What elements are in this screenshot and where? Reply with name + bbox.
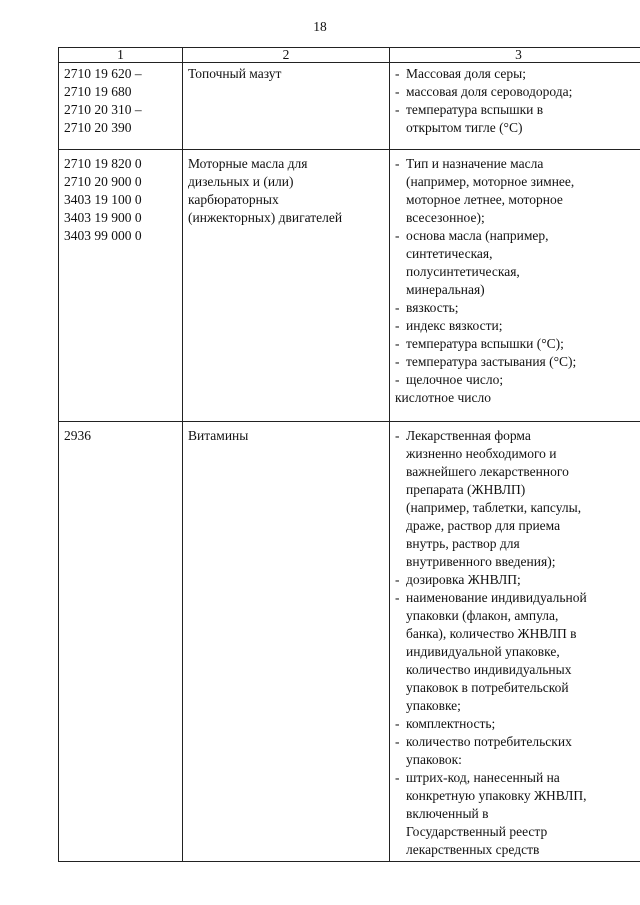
code-line: 3403 99 000 0	[64, 228, 142, 243]
property-line: упаковки (флакон, ампула,	[406, 608, 559, 623]
property-item	[395, 353, 640, 371]
dash-marker: -	[395, 716, 400, 731]
property-item	[395, 571, 640, 589]
code-line: 3403 19 100 0	[64, 192, 142, 207]
property-item	[395, 371, 640, 389]
property-line: температура вспышки в	[406, 102, 544, 117]
code-line: 2710 20 390	[64, 120, 132, 135]
property-line: важнейшего лекарственного	[406, 464, 569, 479]
property-line: вязкость;	[406, 300, 459, 315]
dash-marker: -	[395, 84, 400, 99]
property-item	[395, 715, 640, 733]
property-item	[395, 589, 640, 715]
code-cell	[59, 150, 183, 422]
property-item	[395, 101, 640, 137]
product-name-line: Моторные масла для	[188, 156, 308, 171]
property-first-line	[395, 733, 640, 751]
property-line: основа масла (например,	[406, 228, 549, 243]
column-header-3: 3	[390, 48, 640, 63]
dash-marker: -	[395, 102, 400, 117]
property-item	[395, 65, 640, 83]
property-line: всесезонное);	[406, 210, 485, 225]
dash-marker: -	[395, 428, 400, 443]
page-number: 18	[313, 19, 327, 34]
property-first-line	[395, 353, 640, 371]
property-line: минеральная)	[406, 282, 485, 297]
property-line: дозировка ЖНВЛП;	[406, 572, 521, 587]
property-line: количество индивидуальных	[406, 662, 572, 677]
table-row	[59, 63, 640, 150]
product-name-line: дизельных и (или)	[188, 174, 294, 189]
property-line: индекс вязкости;	[406, 318, 503, 333]
code-cell	[59, 63, 183, 150]
code-line: 2710 20 310 –	[64, 102, 142, 117]
product-name-line: (инжекторных) двигателей	[188, 210, 343, 225]
property-line: упаковке;	[406, 698, 461, 713]
properties-cell	[390, 63, 640, 150]
property-line: банка), количество ЖНВЛП в	[406, 626, 577, 641]
code-line: 2710 19 620 –	[64, 66, 142, 81]
property-first-line	[395, 317, 640, 335]
property-first-line	[395, 299, 640, 317]
property-line: Государственный реестр	[406, 824, 548, 839]
product-name-line: карбюраторных	[188, 192, 279, 207]
property-line: штрих-код, нанесенный на	[406, 770, 560, 785]
properties-cell	[390, 422, 640, 862]
property-first-line	[395, 227, 640, 245]
property-item	[395, 299, 640, 317]
product-name-line: Витамины	[188, 428, 249, 443]
code-line: 2710 19 820 0	[64, 156, 142, 171]
product-name-cell	[183, 422, 390, 862]
code-line: 2710 19 680	[64, 84, 132, 99]
property-line: включенный в	[406, 806, 489, 821]
property-first-line	[395, 571, 640, 589]
property-line: синтетическая,	[406, 246, 493, 261]
property-item	[395, 317, 640, 335]
property-line: упаковок:	[406, 752, 462, 767]
property-line: наименование индивидуальной	[406, 590, 587, 605]
property-item	[395, 155, 640, 227]
property-line: комплектность;	[406, 716, 496, 731]
property-line: (например, моторное зимнее,	[406, 174, 575, 189]
property-line: драже, раствор для приема	[406, 518, 561, 533]
column-header-1: 1	[59, 48, 183, 63]
property-line: Лекарственная форма	[406, 428, 531, 443]
code-line: 2936	[64, 428, 91, 443]
table-row	[59, 150, 640, 422]
property-first-line	[395, 589, 640, 607]
property-line: температура вспышки (°С);	[406, 336, 564, 351]
product-name-cell	[183, 63, 390, 150]
table-header-row	[59, 48, 640, 63]
dash-marker: -	[395, 590, 400, 605]
properties-cell	[390, 150, 640, 422]
property-first-line	[395, 101, 640, 119]
dash-marker: -	[395, 336, 400, 351]
property-item	[395, 227, 640, 299]
dash-marker: -	[395, 372, 400, 387]
property-line: препарата (ЖНВЛП)	[406, 482, 526, 497]
property-item	[395, 335, 640, 353]
property-first-line	[395, 155, 640, 173]
product-name-cell	[183, 150, 390, 422]
dash-marker: -	[395, 572, 400, 587]
dash-marker: -	[395, 228, 400, 243]
property-line: открытом тигле (°С)	[406, 120, 523, 135]
dash-marker: -	[395, 66, 400, 81]
property-item	[395, 389, 640, 407]
property-first-line	[395, 427, 640, 445]
property-line: щелочное число;	[406, 372, 504, 387]
property-line: полусинтетическая,	[406, 264, 520, 279]
dash-marker: -	[395, 734, 400, 749]
property-line: Тип и назначение масла	[406, 156, 544, 171]
property-line: кислотное число	[395, 390, 491, 405]
property-line: моторное летнее, моторное	[406, 192, 563, 207]
column-header-2: 2	[183, 48, 390, 63]
property-line: внутривенного введения);	[406, 554, 556, 569]
code-cell	[59, 422, 183, 862]
dash-marker: -	[395, 770, 400, 785]
property-line: температура застывания (°С);	[406, 354, 577, 369]
dash-marker: -	[395, 354, 400, 369]
property-item	[395, 83, 640, 101]
goods-table	[58, 47, 640, 862]
property-line: жизненно необходимого и	[406, 446, 557, 461]
property-line: Массовая доля серы;	[406, 66, 526, 81]
property-line: массовая доля сероводорода;	[406, 84, 573, 99]
property-first-line	[395, 335, 640, 353]
property-first-line	[395, 65, 640, 83]
property-line: конкретную упаковку ЖНВЛП,	[406, 788, 587, 803]
code-line: 3403 19 900 0	[64, 210, 142, 225]
property-item	[395, 769, 640, 859]
product-name-line: Топочный мазут	[188, 66, 282, 81]
property-line: (например, таблетки, капсулы,	[406, 500, 582, 515]
property-line: количество потребительских	[406, 734, 572, 749]
property-line: лекарственных средств	[406, 842, 540, 857]
property-line: индивидуальной упаковке,	[406, 644, 560, 659]
dash-marker: -	[395, 156, 400, 171]
property-first-line	[395, 371, 640, 389]
property-line: упаковок в потребительской	[406, 680, 569, 695]
property-line: внутрь, раствор для	[406, 536, 520, 551]
property-item	[395, 427, 640, 571]
dash-marker: -	[395, 318, 400, 333]
property-first-line	[395, 769, 640, 787]
property-item	[395, 733, 640, 769]
table-row	[59, 422, 640, 862]
code-line: 2710 20 900 0	[64, 174, 142, 189]
property-first-line	[395, 83, 640, 101]
property-first-line	[395, 715, 640, 733]
dash-marker: -	[395, 300, 400, 315]
